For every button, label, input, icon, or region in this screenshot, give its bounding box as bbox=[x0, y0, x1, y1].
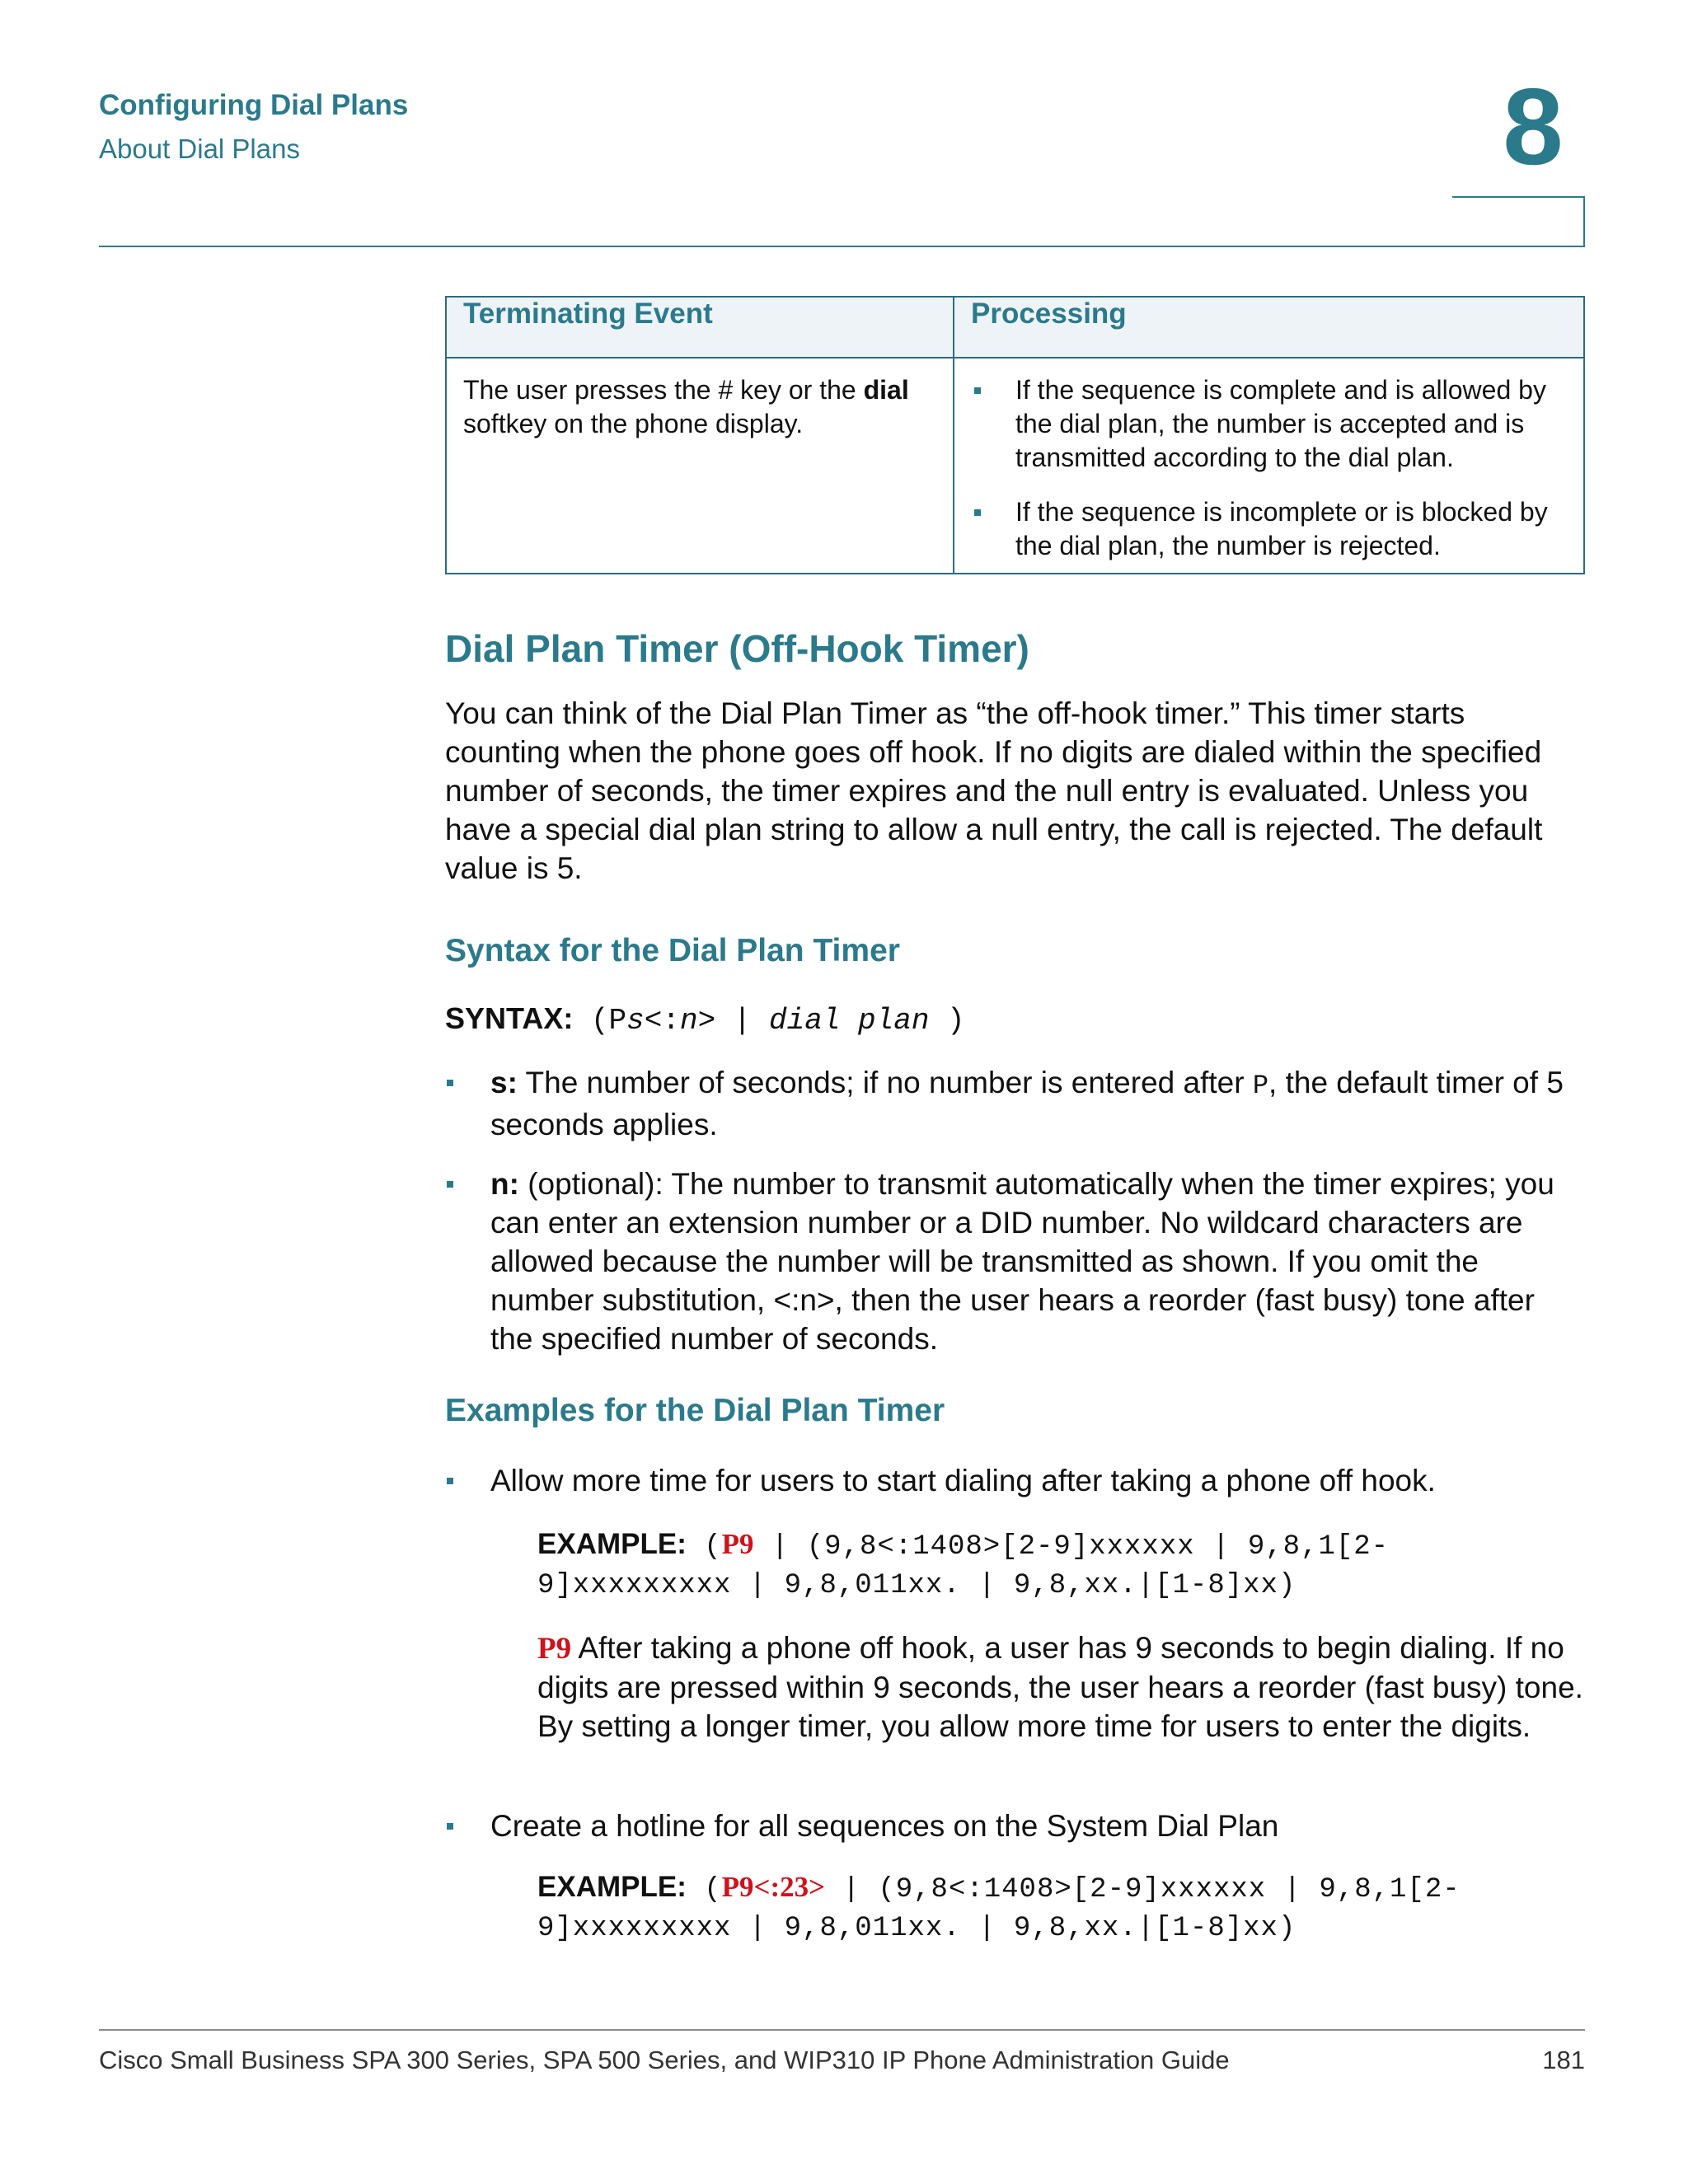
event-text-bold: dial bbox=[863, 375, 909, 405]
syntax-label: SYNTAX: bbox=[445, 1001, 574, 1035]
bullet-square-icon bbox=[974, 387, 981, 394]
terminating-event-cell bbox=[446, 358, 954, 574]
example-2-highlight: P9<:23> bbox=[721, 1871, 826, 1903]
bullet-n-label: n: bbox=[490, 1167, 519, 1201]
list-item bbox=[445, 1807, 1585, 1845]
example-2-block bbox=[537, 1868, 1585, 1948]
example-2-line-2: 9]xxxxxxxxx | 9,8,011xx. | 9,8,xx.|[1-8]xx) bbox=[537, 1913, 1296, 1944]
bullet-s-code: P bbox=[1252, 1071, 1269, 1101]
heading-dial-plan-timer: Dial Plan Timer (Off-Hook Timer) bbox=[445, 627, 1029, 670]
heading-examples: Examples for the Dial Plan Timer bbox=[445, 1393, 945, 1428]
chapter-number: 8 bbox=[1503, 66, 1564, 187]
example-1-note bbox=[537, 1629, 1585, 1746]
syntax-close: ) bbox=[929, 1004, 965, 1038]
example-2-line1-rest: | (9,8<:1408>[2-9]xxxxxx | 9,8,1[2- bbox=[825, 1874, 1461, 1905]
header-divider bbox=[99, 246, 1585, 247]
event-text-post: softkey on the phone display. bbox=[463, 409, 804, 438]
example-2-open: ( bbox=[686, 1874, 722, 1905]
page-number: 181 bbox=[1542, 2046, 1585, 2074]
processing-item-text: If the sequence is complete and is allowed by the dial plan, the number is accepted and is transmitted according to the dial plan. bbox=[1015, 375, 1546, 472]
syntax-open: (P bbox=[573, 1004, 627, 1038]
processing-list bbox=[971, 373, 1567, 563]
bullet-s-pre: The number of seconds; if no number is entered after bbox=[517, 1066, 1253, 1099]
example-1-block bbox=[537, 1525, 1585, 1605]
section-title: About Dial Plans bbox=[99, 134, 300, 164]
chapter-title: Configuring Dial Plans bbox=[99, 89, 409, 121]
timer-intro-paragraph: You can think of the Dial Plan Timer as “the off-hook timer.” This timer starts counting when the phone goes off hook. If no digits are dialed within the specified number of seconds, the timer expires and the null entry is evaluated. Unless you have a special dial plan string to allow a null entry, the call is rejected. The default value is 5. bbox=[445, 696, 1543, 885]
chapter-tab-frame bbox=[1452, 196, 1585, 246]
syntax-dial-plan: dial plan bbox=[769, 1004, 930, 1038]
example-1-open: ( bbox=[686, 1531, 722, 1563]
syntax-s: s bbox=[626, 1004, 645, 1038]
bullet-square-icon bbox=[447, 1823, 453, 1830]
note-text: After taking a phone off hook, a user has 9 seconds to begin dialing. If no digits are pressed within 9 seconds, the user hears a reorder (fast busy) tone. By setting a longer timer, you allow more time for users to enter the digits. bbox=[537, 1631, 1583, 1743]
syntax-line bbox=[445, 999, 1585, 1040]
example-1-label: EXAMPLE: bbox=[537, 1528, 687, 1560]
list-item bbox=[445, 1461, 1585, 1500]
processing-item-text: If the sequence is incomplete or is blocked by the dial plan, the number is rejected. bbox=[1015, 497, 1548, 560]
example-2-line-1 bbox=[537, 1868, 1585, 1910]
heading-syntax: Syntax for the Dial Plan Timer bbox=[445, 933, 900, 968]
example-1-line1-rest: | (9,8<:1408>[2-9]xxxxxx | 9,8,1[2- bbox=[753, 1531, 1390, 1563]
bullet-s-post: , the default timer of 5 seconds applies. bbox=[490, 1066, 1564, 1141]
list-item bbox=[971, 495, 1567, 563]
syntax-n: n bbox=[679, 1004, 698, 1038]
syntax-gt: > | bbox=[697, 1004, 770, 1038]
column-header-terminating-event: Terminating Event bbox=[446, 297, 954, 358]
bullet-square-icon bbox=[447, 1181, 453, 1188]
event-text-pre: The user presses the # key or the bbox=[463, 375, 864, 405]
list-item bbox=[445, 1063, 1585, 1144]
column-header-processing: Processing bbox=[954, 297, 1584, 358]
footer-text: Cisco Small Business SPA 300 Series, SPA 500 Series, and WIP310 IP Phone Administration Guide bbox=[99, 2046, 1230, 2074]
example-1-highlight: P9 bbox=[721, 1528, 754, 1560]
bullet-square-icon bbox=[974, 509, 981, 516]
bullet-square-icon bbox=[447, 1080, 453, 1086]
example-1-line-2: 9]xxxxxxxxx | 9,8,011xx. | 9,8,xx.|[1-8]xx) bbox=[537, 1570, 1296, 1601]
example-1-line-1 bbox=[537, 1525, 1585, 1567]
example-bullet-1-text: Allow more time for users to start dialing after taking a phone off hook. bbox=[490, 1464, 1436, 1497]
example-2-label: EXAMPLE: bbox=[537, 1871, 687, 1903]
table-row bbox=[446, 358, 1584, 574]
footer-divider bbox=[99, 2029, 1585, 2031]
list-item bbox=[445, 1165, 1585, 1358]
list-item bbox=[971, 373, 1567, 475]
note-highlight: P9 bbox=[537, 1632, 572, 1666]
table-header-row bbox=[446, 297, 1584, 358]
bullet-s-label: s: bbox=[490, 1066, 518, 1099]
bullet-n-text: (optional): The number to transmit automatically when the timer expires; you can enter an extension number or a DID number. No wildcard characters are allowed because the number will be transmitted as shown. If you omit the number substitution, <:n>, then the user hears a reorder (fast busy) tone after the specified number of seconds. bbox=[490, 1167, 1554, 1356]
processing-cell bbox=[954, 358, 1584, 574]
example-bullet-2-text: Create a hotline for all sequences on the System Dial Plan bbox=[490, 1809, 1279, 1843]
syntax-lt: <: bbox=[644, 1004, 680, 1038]
bullet-square-icon bbox=[447, 1478, 453, 1484]
terminating-event-table bbox=[445, 296, 1585, 574]
